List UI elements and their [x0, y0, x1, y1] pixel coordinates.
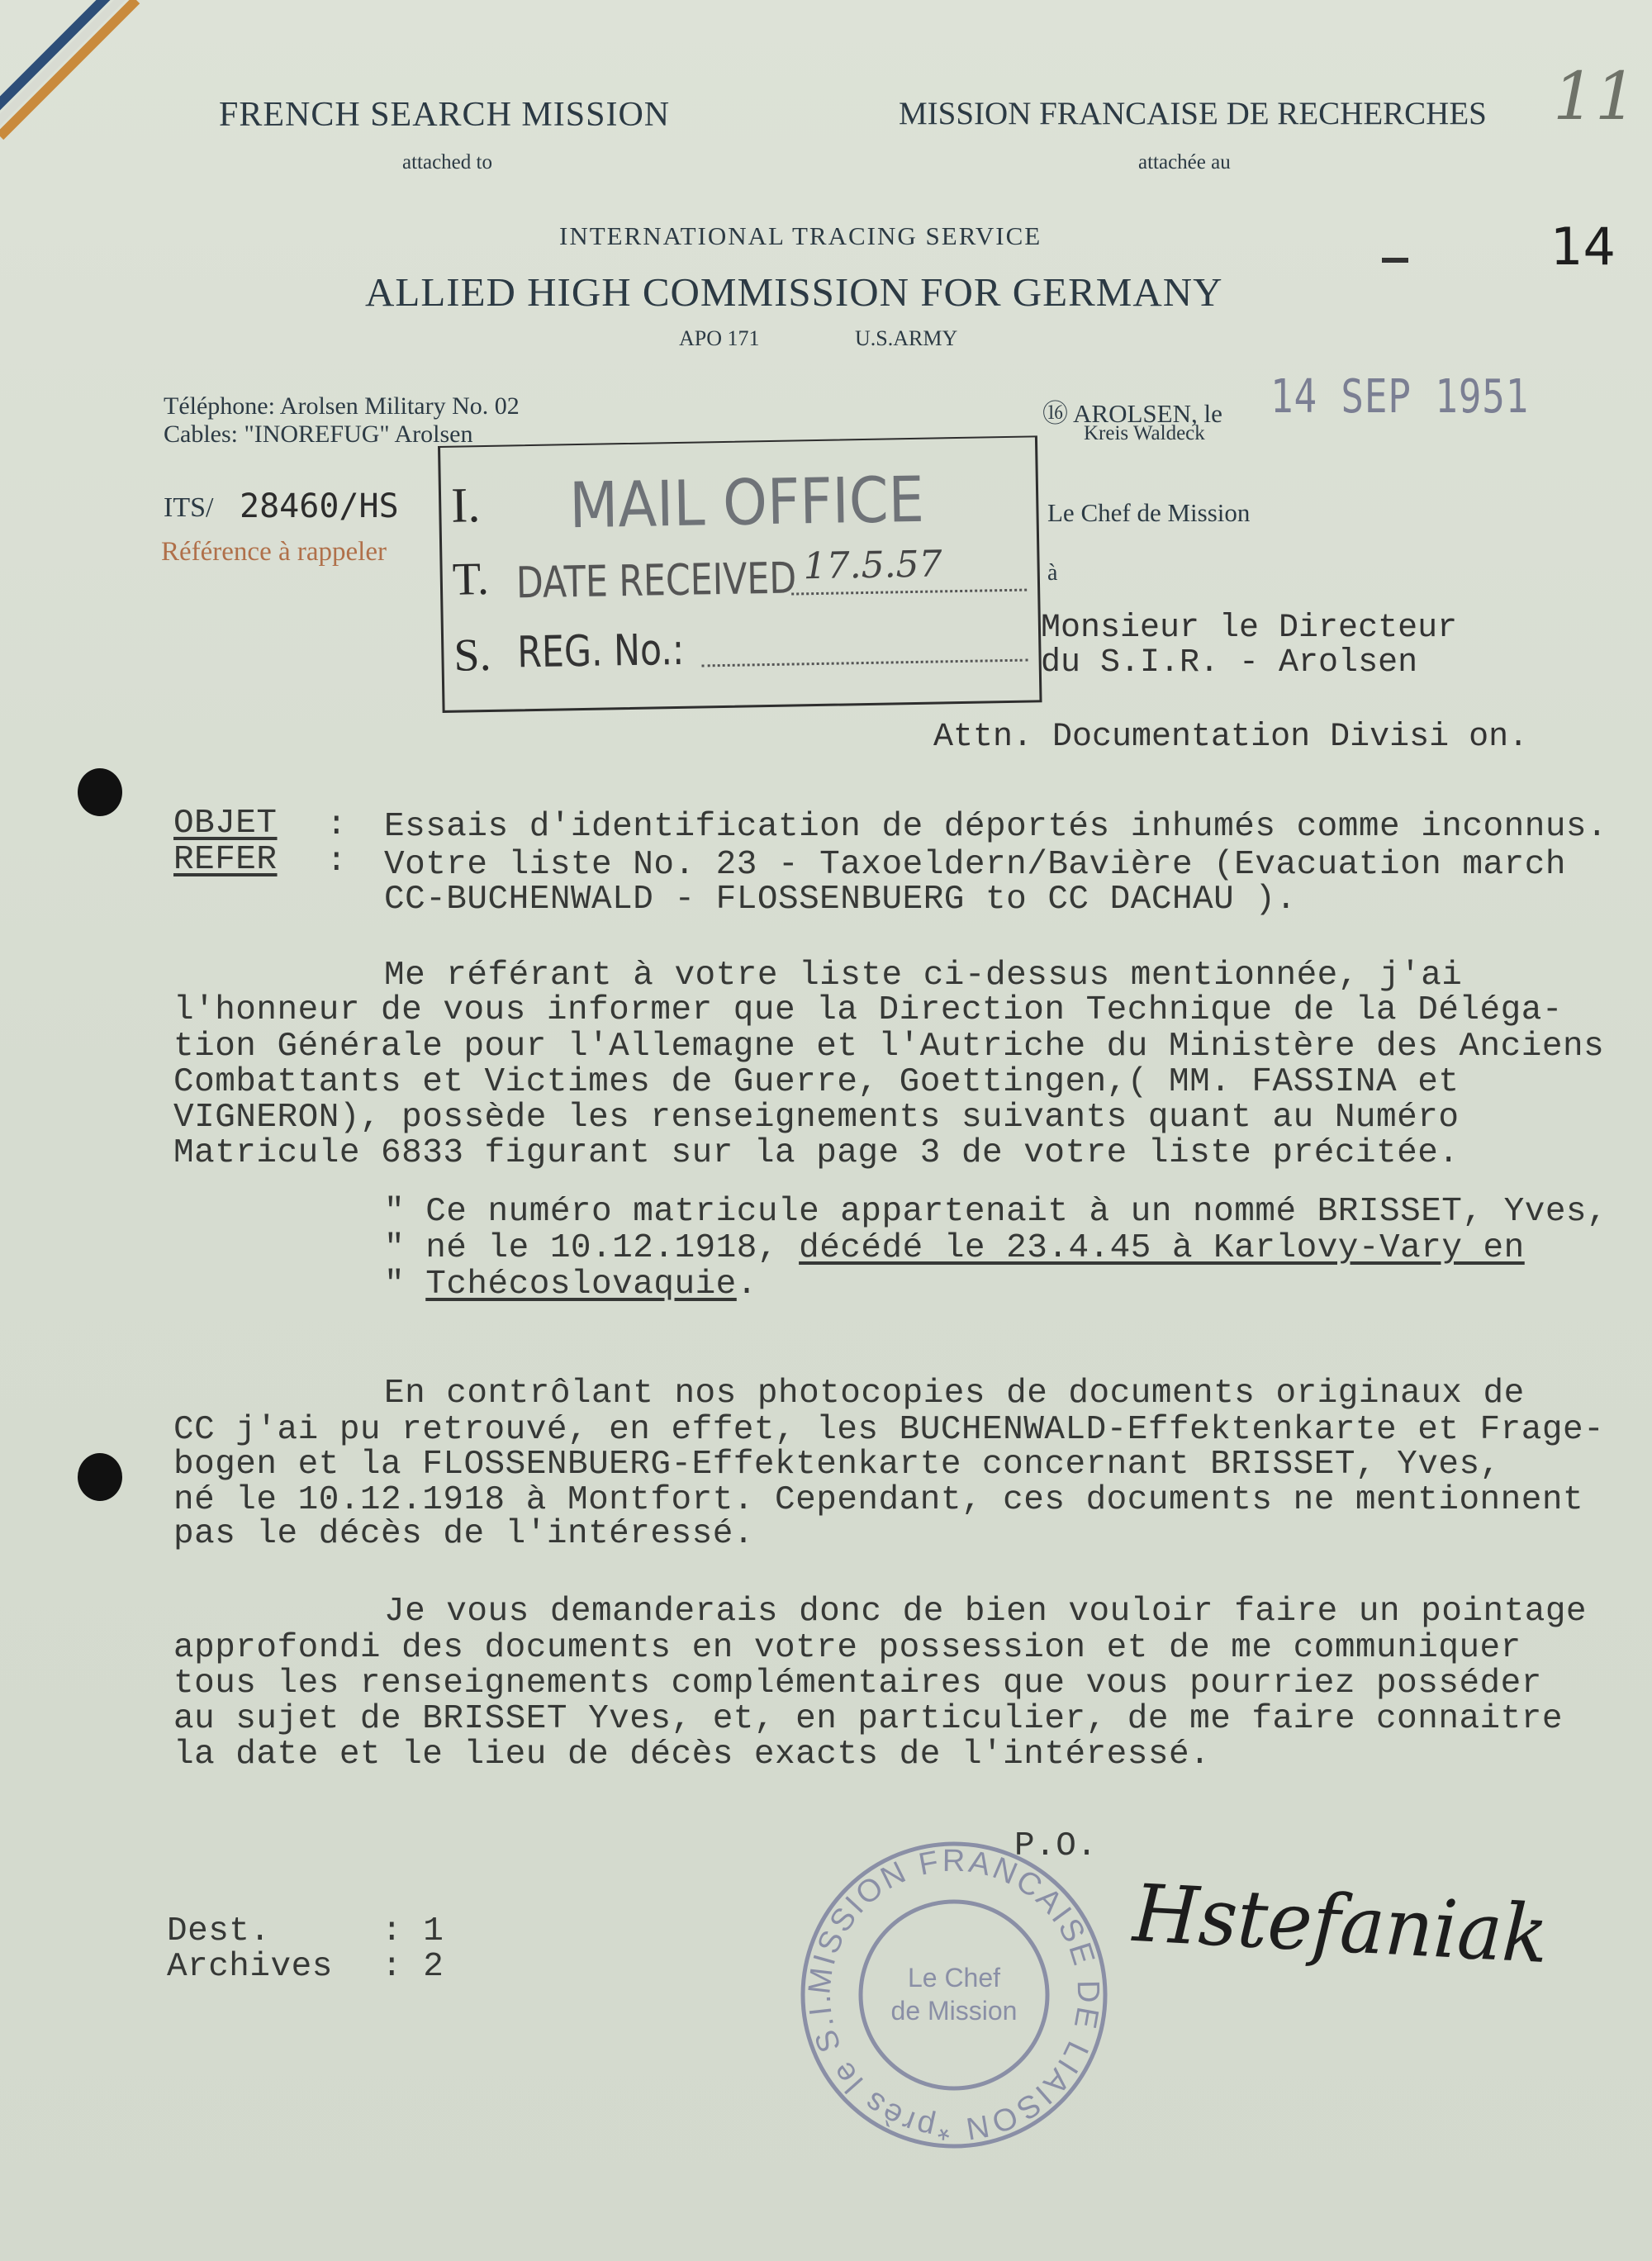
service-title: INTERNATIONAL TRACING SERVICE	[559, 221, 1042, 250]
seal-ring-text: MISSION FRANCAISE DE LIAISON *près le S.I.	[802, 1843, 1106, 2147]
telephone-line: Téléphone: Arolsen Military No. 02	[164, 392, 520, 420]
p1-line: Matricule 6833 figurant sur la page 3 de votre liste précitée.	[173, 1134, 1460, 1172]
punch-hole-top	[78, 768, 122, 816]
refer-line1: Votre liste No. 23 - Taxoeldern/Bavière (Evacuation march	[384, 846, 1566, 884]
p2-line: bogen et la FLOSSENBUERG-Effektenkarte concernant BRISSET, Yves,	[173, 1446, 1501, 1484]
quote-line	[384, 1266, 757, 1304]
handwritten-signature: Hstefaniak	[1131, 1867, 1550, 1982]
tricolor-corner-stripes	[0, 0, 182, 182]
p1-line: VIGNERON), possède les renseignements suivants quant au Numéro	[173, 1099, 1460, 1137]
from-chef: Le Chef de Mission	[1047, 498, 1251, 527]
dest-label: Dest.	[167, 1912, 271, 1950]
refer-colon: :	[326, 843, 348, 881]
stamp-date-value: 17.5.57	[803, 543, 942, 588]
mail-office-stamp	[438, 435, 1038, 710]
page-number: 14	[1550, 216, 1616, 277]
p1-line: Combattants et Victimes de Guerre, Goettingen,( MM. FASSINA et	[173, 1063, 1460, 1101]
header-left-title: FRENCH SEARCH MISSION	[219, 96, 671, 134]
commission-title: ALLIED HIGH COMMISSION FOR GERMANY	[365, 269, 1223, 315]
stamp-title: MAIL OFFICE	[568, 462, 925, 543]
place-line: ⑯ AROLSEN, le	[1042, 399, 1222, 428]
corner-handwritten-mark: 11	[1553, 58, 1637, 135]
p2-line: CC j'ai pu retrouvé, en effet, les BUCHENWALD-Effektenkarte et Frage-	[173, 1411, 1605, 1449]
stamp-date-label: DATE RECEIVED	[515, 553, 797, 609]
recipient-line2: du S.I.R. - Arolsen	[1041, 644, 1418, 682]
its-label: ITS/	[164, 492, 214, 523]
p3-line: tous les renseignements complémentaires que vous pourriez posséder	[173, 1665, 1542, 1703]
quote3-part-b: Tchécoslovaquie	[425, 1266, 737, 1304]
cables-line: Cables: "INOREFUG" Arolsen	[164, 420, 473, 448]
quote-line	[384, 1229, 1525, 1267]
stamp-s: S.	[453, 629, 492, 682]
reference-rappeler: Référence à rappeler	[161, 537, 387, 567]
p1-line: tion Générale pour l'Allemagne et l'Autriche du Ministère des Anciens	[173, 1028, 1605, 1066]
recipient-line1: Monsieur le Directeur	[1041, 610, 1458, 647]
stamp-i: I.	[450, 477, 481, 533]
date-stamp: 14 SEP 1951	[1270, 370, 1530, 424]
archives-label: Archives	[167, 1948, 333, 1986]
stamp-t: T.	[452, 553, 490, 606]
mission-seal	[797, 1838, 1111, 2152]
archives-value: : 2	[382, 1948, 444, 1986]
apo-label: APO 171	[679, 326, 760, 350]
objet-label: OBJET	[173, 805, 278, 843]
seal-center-line2: de Mission	[890, 1996, 1018, 2026]
p3-line: la date et le lieu de décès exacts de l'intéressé.	[173, 1736, 1211, 1774]
quote2-part-b: décédé le 23.4.45 à Karlovy-Vary en	[799, 1229, 1525, 1267]
objet-text: Essais d'identification de déportés inhumés comme inconnus.	[384, 808, 1608, 846]
p2-line: pas le décès de l'intéressé.	[173, 1515, 754, 1553]
quote-line: " Ce numéro matricule appartenait à un nommé BRISSET, Yves,	[384, 1193, 1608, 1231]
header-right-title: MISSION FRANCAISE DE RECHERCHES	[899, 96, 1487, 131]
recipient-a: à	[1047, 560, 1058, 586]
objet-colon: :	[326, 806, 348, 844]
dest-value: : 1	[382, 1912, 444, 1950]
punch-hole-bottom	[78, 1453, 122, 1501]
its-number: 28460/HS	[240, 487, 399, 525]
dash-mark	[1382, 258, 1408, 263]
po-label: P.O.	[1014, 1827, 1098, 1865]
p2-line: En contrôlant nos photocopies de documents originaux de	[384, 1375, 1525, 1413]
p2-line: né le 10.12.1918 à Montfort. Cependant, ces documents ne mentionnent	[173, 1481, 1584, 1519]
header-right-sub: attachée au	[1138, 151, 1231, 173]
header-left-sub: attached to	[402, 151, 492, 173]
stamp-reg-label: REG. No.:	[516, 625, 685, 678]
refer-label: REFER	[173, 841, 278, 879]
p3-line: approfondi des documents en votre possession et de me communiquer	[173, 1629, 1521, 1667]
p1-line: Me référant à votre liste ci-dessus mentionnée, j'ai	[384, 957, 1463, 995]
refer-line2: CC-BUCHENWALD - FLOSSENBUERG to CC DACHAU ).	[384, 881, 1297, 919]
quote3-part-c: .	[736, 1266, 757, 1304]
seal-center-line1: Le Chef	[907, 1963, 1001, 1993]
p3-line: au sujet de BRISSET Yves, et, en particulier, de me faire connaitre	[173, 1700, 1563, 1738]
army-label: U.S.ARMY	[855, 326, 958, 350]
p3-line: Je vous demanderais donc de bien vouloir faire un pointage	[384, 1593, 1588, 1631]
quote3-part-a: "	[384, 1266, 426, 1304]
p1-line: l'honneur de vous informer que la Direction Technique de la Déléga-	[173, 991, 1563, 1029]
attn-line: Attn. Documentation Divisi on.	[933, 719, 1529, 756]
quote2-part-a: " né le 10.12.1918,	[384, 1229, 800, 1267]
kreis-line: Kreis Waldeck	[1084, 422, 1205, 444]
